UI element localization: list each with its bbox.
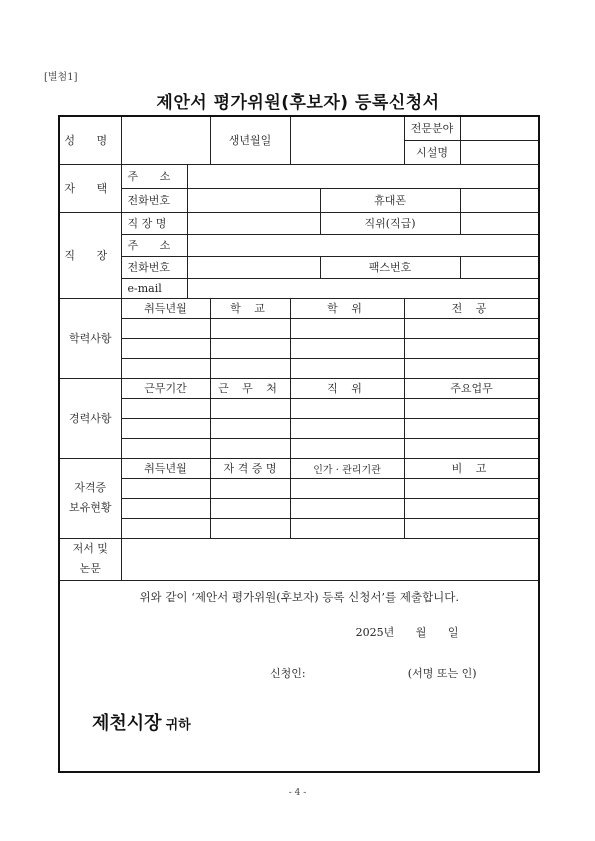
license-cell[interactable]: [210, 498, 290, 518]
career-cell[interactable]: [121, 418, 210, 438]
career-section-label: 경력사항: [59, 378, 121, 458]
declaration-block: [59, 580, 539, 772]
name-field[interactable]: [121, 116, 210, 164]
declaration-year: 2025년: [355, 625, 395, 639]
home-address-label: 주 소: [121, 164, 187, 188]
career-header-period: 근무기간: [121, 378, 210, 398]
career-cell[interactable]: [290, 398, 404, 418]
work-email-label: e-mail: [121, 278, 187, 298]
home-phone-input[interactable]: [187, 188, 320, 212]
facility-label: 시설명: [404, 140, 460, 164]
career-cell[interactable]: [404, 398, 539, 418]
work-position-input[interactable]: [460, 212, 539, 234]
education-section-label: 학력사항: [59, 298, 121, 378]
license-row: [59, 518, 539, 538]
annex-label: [별첨1]: [44, 72, 78, 83]
license-cell[interactable]: [404, 498, 539, 518]
publications-label-line-2: 논문: [79, 562, 101, 575]
education-cell[interactable]: [210, 358, 290, 378]
license-cell[interactable]: [290, 498, 404, 518]
education-cell[interactable]: [404, 338, 539, 358]
registration-form-table: [58, 115, 540, 773]
facility-input[interactable]: [460, 140, 539, 164]
work-email-input[interactable]: [187, 278, 539, 298]
home-mobile-label: 휴대폰: [320, 188, 460, 212]
career-row: [59, 418, 539, 438]
license-cell[interactable]: [404, 478, 539, 498]
home-section-label: 자 택: [59, 164, 121, 212]
declaration-text: 위와 같이 ‘제안서 평가위원(후보자) 등록 신청서’를 제출합니다.: [139, 589, 460, 604]
license-header-agency: 인가 · 관리기관: [290, 458, 404, 478]
education-cell[interactable]: [290, 338, 404, 358]
education-header-degree: 학 위: [290, 298, 404, 318]
license-cell[interactable]: [121, 478, 210, 498]
education-cell[interactable]: [290, 358, 404, 378]
career-cell[interactable]: [121, 398, 210, 418]
license-cell[interactable]: [290, 478, 404, 498]
education-cell[interactable]: [121, 338, 210, 358]
license-header-remarks: 비 고: [404, 458, 539, 478]
work-address-label: 주 소: [121, 234, 187, 256]
career-row: [59, 438, 539, 458]
career-row: [59, 398, 539, 418]
education-cell[interactable]: [121, 318, 210, 338]
license-row: [59, 498, 539, 518]
education-header-date: 취득년월: [121, 298, 210, 318]
birth-label: 생년월일: [210, 116, 290, 164]
license-section-label: [59, 458, 121, 538]
career-cell[interactable]: [290, 438, 404, 458]
publications-label-line-1: 저서 및: [72, 542, 108, 555]
education-row: [59, 338, 539, 358]
education-header-major: 전 공: [404, 298, 539, 318]
recipient-name: 제천시장: [92, 712, 162, 734]
career-cell[interactable]: [404, 418, 539, 438]
name-label: 성 명: [59, 116, 121, 164]
workplace-input[interactable]: [187, 212, 320, 234]
license-label-line-2: 보유현황: [68, 501, 112, 514]
education-cell[interactable]: [210, 318, 290, 338]
career-header-duties: 주요업무: [404, 378, 539, 398]
recipient: [92, 709, 191, 735]
publications-input[interactable]: [121, 538, 539, 580]
page-number: - 4 -: [288, 788, 307, 798]
education-cell[interactable]: [404, 358, 539, 378]
field-label: 전문분야: [404, 116, 460, 140]
career-cell[interactable]: [404, 438, 539, 458]
license-label-line-1: 자격증: [74, 481, 107, 494]
education-cell[interactable]: [121, 358, 210, 378]
work-phone-input[interactable]: [187, 256, 320, 278]
education-cell[interactable]: [290, 318, 404, 338]
license-cell[interactable]: [210, 518, 290, 538]
work-phone-label: 전화번호: [121, 256, 187, 278]
education-row: [59, 318, 539, 338]
form-title: 제안서 평가위원(후보자) 등록신청서: [156, 93, 440, 113]
workplace-label: 직 장 명: [121, 212, 187, 234]
work-section-label: 직 장: [59, 212, 121, 298]
work-address-input[interactable]: [187, 234, 539, 256]
license-cell[interactable]: [290, 518, 404, 538]
education-cell[interactable]: [404, 318, 539, 338]
career-cell[interactable]: [121, 438, 210, 458]
career-cell[interactable]: [210, 438, 290, 458]
applicant-label: 신청인:: [270, 666, 306, 680]
birth-field[interactable]: [290, 116, 404, 164]
license-header-date: 취득년월: [121, 458, 210, 478]
license-cell[interactable]: [404, 518, 539, 538]
publications-label: [59, 538, 121, 580]
education-cell[interactable]: [210, 338, 290, 358]
home-address-input[interactable]: [187, 164, 539, 188]
license-cell[interactable]: [210, 478, 290, 498]
work-fax-input[interactable]: [460, 256, 539, 278]
field-input[interactable]: [460, 116, 539, 140]
license-header-name: 자 격 증 명: [210, 458, 290, 478]
license-cell[interactable]: [121, 498, 210, 518]
work-position-label: 직위(직급): [320, 212, 460, 234]
career-cell[interactable]: [290, 418, 404, 438]
home-mobile-input[interactable]: [460, 188, 539, 212]
home-phone-label: 전화번호: [121, 188, 187, 212]
career-header-position: 직 위: [290, 378, 404, 398]
career-cell[interactable]: [210, 398, 290, 418]
license-row: [59, 478, 539, 498]
work-fax-label: 팩스번호: [320, 256, 460, 278]
license-cell[interactable]: [121, 518, 210, 538]
declaration-month: 월: [415, 625, 427, 639]
declaration-day: 일: [447, 625, 459, 639]
career-cell[interactable]: [210, 418, 290, 438]
signature-label: (서명 또는 인): [407, 666, 477, 680]
recipient-suffix: 귀하: [165, 717, 191, 733]
education-header-school: 학 교: [210, 298, 290, 318]
career-header-workplace: 근 무 처: [210, 378, 290, 398]
declaration-date: [356, 624, 459, 640]
education-row: [59, 358, 539, 378]
